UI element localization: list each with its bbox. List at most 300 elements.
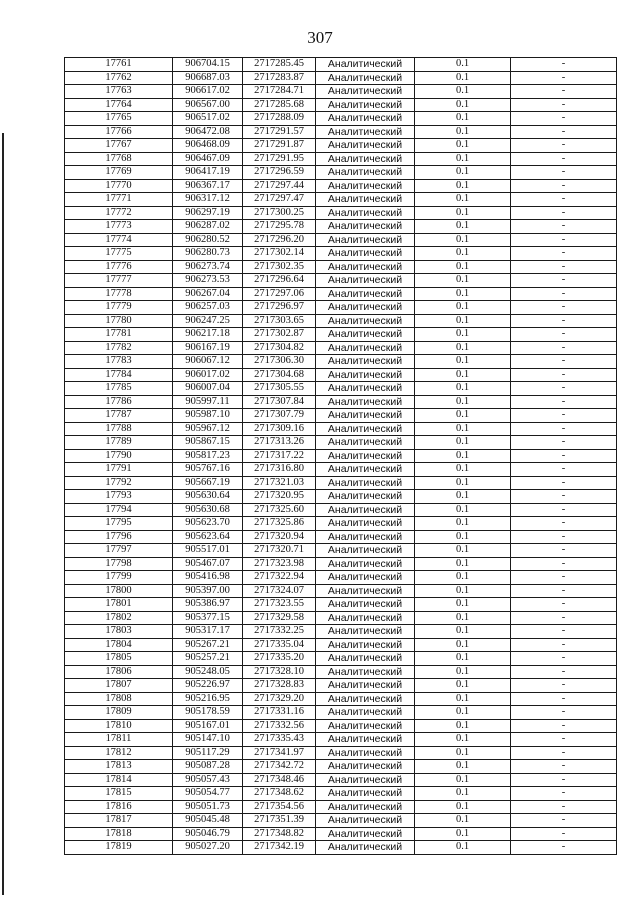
point-id-cell: 17806 — [65, 665, 173, 679]
x-coordinate-cell: 906468.09 — [173, 139, 243, 153]
accuracy-cell: 0.1 — [415, 193, 511, 207]
y-coordinate-cell: 2717317.22 — [243, 449, 316, 463]
x-coordinate-cell: 905027.20 — [173, 841, 243, 855]
accuracy-cell: 0.1 — [415, 706, 511, 720]
method-cell: Аналитический — [316, 760, 415, 774]
method-cell: Аналитический — [316, 638, 415, 652]
x-coordinate-cell: 906167.19 — [173, 341, 243, 355]
method-cell: Аналитический — [316, 247, 415, 261]
note-cell: - — [511, 530, 617, 544]
table-row — [65, 301, 617, 315]
table-row — [65, 787, 617, 801]
method-cell: Аналитический — [316, 206, 415, 220]
point-id-cell: 17771 — [65, 193, 173, 207]
y-coordinate-cell: 2717302.87 — [243, 328, 316, 342]
point-id-cell: 17776 — [65, 260, 173, 274]
y-coordinate-cell: 2717325.86 — [243, 517, 316, 531]
y-coordinate-cell: 2717329.58 — [243, 611, 316, 625]
table-row — [65, 382, 617, 396]
x-coordinate-cell: 905997.11 — [173, 395, 243, 409]
point-id-cell: 17766 — [65, 125, 173, 139]
point-id-cell: 17772 — [65, 206, 173, 220]
y-coordinate-cell: 2717305.55 — [243, 382, 316, 396]
table-row — [65, 476, 617, 490]
accuracy-cell: 0.1 — [415, 787, 511, 801]
note-cell: - — [511, 625, 617, 639]
y-coordinate-cell: 2717323.98 — [243, 557, 316, 571]
x-coordinate-cell: 906007.04 — [173, 382, 243, 396]
method-cell: Аналитический — [316, 436, 415, 450]
method-cell: Аналитический — [316, 409, 415, 423]
point-id-cell: 17816 — [65, 800, 173, 814]
x-coordinate-cell: 905051.73 — [173, 800, 243, 814]
method-cell: Аналитический — [316, 625, 415, 639]
y-coordinate-cell: 2717296.97 — [243, 301, 316, 315]
point-id-cell: 17763 — [65, 85, 173, 99]
accuracy-cell: 0.1 — [415, 112, 511, 126]
accuracy-cell: 0.1 — [415, 652, 511, 666]
note-cell: - — [511, 233, 617, 247]
accuracy-cell: 0.1 — [415, 179, 511, 193]
accuracy-cell: 0.1 — [415, 611, 511, 625]
x-coordinate-cell: 905248.05 — [173, 665, 243, 679]
note-cell: - — [511, 476, 617, 490]
accuracy-cell: 0.1 — [415, 719, 511, 733]
point-id-cell: 17809 — [65, 706, 173, 720]
note-cell: - — [511, 85, 617, 99]
point-id-cell: 17770 — [65, 179, 173, 193]
y-coordinate-cell: 2717296.64 — [243, 274, 316, 288]
table-row — [65, 773, 617, 787]
point-id-cell: 17782 — [65, 341, 173, 355]
y-coordinate-cell: 2717331.16 — [243, 706, 316, 720]
note-cell: - — [511, 638, 617, 652]
accuracy-cell: 0.1 — [415, 544, 511, 558]
point-id-cell: 17798 — [65, 557, 173, 571]
y-coordinate-cell: 2717297.44 — [243, 179, 316, 193]
method-cell: Аналитический — [316, 85, 415, 99]
x-coordinate-cell: 905226.97 — [173, 679, 243, 693]
x-coordinate-cell: 905377.15 — [173, 611, 243, 625]
point-id-cell: 17767 — [65, 139, 173, 153]
table-row — [65, 611, 617, 625]
x-coordinate-cell: 906247.25 — [173, 314, 243, 328]
note-cell: - — [511, 760, 617, 774]
method-cell: Аналитический — [316, 476, 415, 490]
y-coordinate-cell: 2717325.60 — [243, 503, 316, 517]
method-cell: Аналитический — [316, 58, 415, 72]
note-cell: - — [511, 382, 617, 396]
y-coordinate-cell: 2717306.30 — [243, 355, 316, 369]
x-coordinate-cell: 906257.03 — [173, 301, 243, 315]
table-row — [65, 287, 617, 301]
coordinates-table-wrapper — [64, 57, 611, 855]
table-row — [65, 58, 617, 72]
accuracy-cell: 0.1 — [415, 301, 511, 315]
y-coordinate-cell: 2717335.04 — [243, 638, 316, 652]
table-row — [65, 800, 617, 814]
point-id-cell: 17785 — [65, 382, 173, 396]
note-cell: - — [511, 571, 617, 585]
accuracy-cell: 0.1 — [415, 773, 511, 787]
x-coordinate-cell: 905630.68 — [173, 503, 243, 517]
method-cell: Аналитический — [316, 395, 415, 409]
method-cell: Аналитический — [316, 584, 415, 598]
method-cell: Аналитический — [316, 449, 415, 463]
accuracy-cell: 0.1 — [415, 152, 511, 166]
x-coordinate-cell: 905167.01 — [173, 719, 243, 733]
point-id-cell: 17805 — [65, 652, 173, 666]
accuracy-cell: 0.1 — [415, 760, 511, 774]
method-cell: Аналитический — [316, 773, 415, 787]
note-cell: - — [511, 314, 617, 328]
note-cell: - — [511, 814, 617, 828]
method-cell: Аналитический — [316, 490, 415, 504]
table-row — [65, 395, 617, 409]
method-cell: Аналитический — [316, 112, 415, 126]
table-row — [65, 760, 617, 774]
accuracy-cell: 0.1 — [415, 247, 511, 261]
note-cell: - — [511, 598, 617, 612]
method-cell: Аналитический — [316, 179, 415, 193]
method-cell: Аналитический — [316, 193, 415, 207]
x-coordinate-cell: 906287.02 — [173, 220, 243, 234]
point-id-cell: 17784 — [65, 368, 173, 382]
table-row — [65, 719, 617, 733]
x-coordinate-cell: 906273.53 — [173, 274, 243, 288]
method-cell: Аналитический — [316, 341, 415, 355]
accuracy-cell: 0.1 — [415, 665, 511, 679]
y-coordinate-cell: 2717328.83 — [243, 679, 316, 693]
table-row — [65, 85, 617, 99]
table-row — [65, 503, 617, 517]
table-row — [65, 220, 617, 234]
note-cell: - — [511, 719, 617, 733]
accuracy-cell: 0.1 — [415, 355, 511, 369]
point-id-cell: 17783 — [65, 355, 173, 369]
accuracy-cell: 0.1 — [415, 422, 511, 436]
x-coordinate-cell: 906280.52 — [173, 233, 243, 247]
table-row — [65, 355, 617, 369]
y-coordinate-cell: 2717324.07 — [243, 584, 316, 598]
margin-rule — [2, 133, 4, 895]
x-coordinate-cell: 905467.07 — [173, 557, 243, 571]
accuracy-cell: 0.1 — [415, 476, 511, 490]
table-row — [65, 679, 617, 693]
y-coordinate-cell: 2717313.26 — [243, 436, 316, 450]
table-row — [65, 139, 617, 153]
y-coordinate-cell: 2717307.84 — [243, 395, 316, 409]
note-cell: - — [511, 247, 617, 261]
method-cell: Аналитический — [316, 152, 415, 166]
point-id-cell: 17807 — [65, 679, 173, 693]
x-coordinate-cell: 906567.00 — [173, 98, 243, 112]
x-coordinate-cell: 905397.00 — [173, 584, 243, 598]
accuracy-cell: 0.1 — [415, 409, 511, 423]
table-row — [65, 341, 617, 355]
note-cell: - — [511, 787, 617, 801]
method-cell: Аналитический — [316, 679, 415, 693]
note-cell: - — [511, 368, 617, 382]
x-coordinate-cell: 905046.79 — [173, 827, 243, 841]
y-coordinate-cell: 2717321.03 — [243, 476, 316, 490]
x-coordinate-cell: 906217.18 — [173, 328, 243, 342]
table-row — [65, 152, 617, 166]
note-cell: - — [511, 355, 617, 369]
accuracy-cell: 0.1 — [415, 166, 511, 180]
note-cell: - — [511, 800, 617, 814]
y-coordinate-cell: 2717329.20 — [243, 692, 316, 706]
note-cell: - — [511, 125, 617, 139]
point-id-cell: 17814 — [65, 773, 173, 787]
table-row — [65, 517, 617, 531]
y-coordinate-cell: 2717284.71 — [243, 85, 316, 99]
x-coordinate-cell: 905817.23 — [173, 449, 243, 463]
table-row — [65, 706, 617, 720]
point-id-cell: 17795 — [65, 517, 173, 531]
point-id-cell: 17815 — [65, 787, 173, 801]
x-coordinate-cell: 905257.21 — [173, 652, 243, 666]
note-cell: - — [511, 274, 617, 288]
accuracy-cell: 0.1 — [415, 274, 511, 288]
x-coordinate-cell: 906517.02 — [173, 112, 243, 126]
x-coordinate-cell: 905386.97 — [173, 598, 243, 612]
table-row — [65, 598, 617, 612]
method-cell: Аналитический — [316, 368, 415, 382]
note-cell: - — [511, 584, 617, 598]
note-cell: - — [511, 652, 617, 666]
y-coordinate-cell: 2717291.95 — [243, 152, 316, 166]
page-number: 307 — [307, 28, 333, 47]
y-coordinate-cell: 2717285.45 — [243, 58, 316, 72]
point-id-cell: 17786 — [65, 395, 173, 409]
method-cell: Аналитический — [316, 98, 415, 112]
method-cell: Аналитический — [316, 301, 415, 315]
table-row — [65, 98, 617, 112]
method-cell: Аналитический — [316, 71, 415, 85]
table-row — [65, 274, 617, 288]
point-id-cell: 17819 — [65, 841, 173, 855]
method-cell: Аналитический — [316, 517, 415, 531]
x-coordinate-cell: 905987.10 — [173, 409, 243, 423]
x-coordinate-cell: 905178.59 — [173, 706, 243, 720]
point-id-cell: 17803 — [65, 625, 173, 639]
accuracy-cell: 0.1 — [415, 490, 511, 504]
x-coordinate-cell: 905416.98 — [173, 571, 243, 585]
x-coordinate-cell: 905057.43 — [173, 773, 243, 787]
table-row — [65, 449, 617, 463]
table-row — [65, 166, 617, 180]
note-cell: - — [511, 287, 617, 301]
method-cell: Аналитический — [316, 233, 415, 247]
point-id-cell: 17802 — [65, 611, 173, 625]
point-id-cell: 17792 — [65, 476, 173, 490]
table-row — [65, 179, 617, 193]
method-cell: Аналитический — [316, 314, 415, 328]
method-cell: Аналитический — [316, 665, 415, 679]
table-row — [65, 584, 617, 598]
method-cell: Аналитический — [316, 544, 415, 558]
note-cell: - — [511, 611, 617, 625]
accuracy-cell: 0.1 — [415, 139, 511, 153]
point-id-cell: 17787 — [65, 409, 173, 423]
table-row — [65, 652, 617, 666]
y-coordinate-cell: 2717309.16 — [243, 422, 316, 436]
point-id-cell: 17761 — [65, 58, 173, 72]
accuracy-cell: 0.1 — [415, 220, 511, 234]
table-row — [65, 247, 617, 261]
note-cell: - — [511, 503, 617, 517]
y-coordinate-cell: 2717304.82 — [243, 341, 316, 355]
note-cell: - — [511, 827, 617, 841]
note-cell: - — [511, 422, 617, 436]
table-row — [65, 530, 617, 544]
note-cell: - — [511, 98, 617, 112]
note-cell: - — [511, 152, 617, 166]
point-id-cell: 17811 — [65, 733, 173, 747]
note-cell: - — [511, 746, 617, 760]
method-cell: Аналитический — [316, 355, 415, 369]
y-coordinate-cell: 2717323.55 — [243, 598, 316, 612]
y-coordinate-cell: 2717285.68 — [243, 98, 316, 112]
method-cell: Аналитический — [316, 328, 415, 342]
table-row — [65, 206, 617, 220]
x-coordinate-cell: 906280.73 — [173, 247, 243, 261]
method-cell: Аналитический — [316, 274, 415, 288]
method-cell: Аналитический — [316, 125, 415, 139]
x-coordinate-cell: 906472.08 — [173, 125, 243, 139]
method-cell: Аналитический — [316, 260, 415, 274]
x-coordinate-cell: 905317.17 — [173, 625, 243, 639]
accuracy-cell: 0.1 — [415, 436, 511, 450]
note-cell: - — [511, 692, 617, 706]
y-coordinate-cell: 2717297.47 — [243, 193, 316, 207]
table-row — [65, 571, 617, 585]
point-id-cell: 17797 — [65, 544, 173, 558]
x-coordinate-cell: 906067.12 — [173, 355, 243, 369]
y-coordinate-cell: 2717283.87 — [243, 71, 316, 85]
y-coordinate-cell: 2717332.56 — [243, 719, 316, 733]
table-row — [65, 409, 617, 423]
point-id-cell: 17774 — [65, 233, 173, 247]
note-cell: - — [511, 71, 617, 85]
point-id-cell: 17804 — [65, 638, 173, 652]
method-cell: Аналитический — [316, 800, 415, 814]
table-row — [65, 557, 617, 571]
x-coordinate-cell: 906017.02 — [173, 368, 243, 382]
accuracy-cell: 0.1 — [415, 841, 511, 855]
point-id-cell: 17780 — [65, 314, 173, 328]
y-coordinate-cell: 2717328.10 — [243, 665, 316, 679]
x-coordinate-cell: 905054.77 — [173, 787, 243, 801]
method-cell: Аналитический — [316, 814, 415, 828]
table-row — [65, 125, 617, 139]
method-cell: Аналитический — [316, 652, 415, 666]
x-coordinate-cell: 906273.74 — [173, 260, 243, 274]
table-row — [65, 314, 617, 328]
note-cell: - — [511, 463, 617, 477]
accuracy-cell: 0.1 — [415, 58, 511, 72]
x-coordinate-cell: 905967.12 — [173, 422, 243, 436]
note-cell: - — [511, 773, 617, 787]
point-id-cell: 17773 — [65, 220, 173, 234]
point-id-cell: 17796 — [65, 530, 173, 544]
y-coordinate-cell: 2717342.72 — [243, 760, 316, 774]
accuracy-cell: 0.1 — [415, 71, 511, 85]
point-id-cell: 17791 — [65, 463, 173, 477]
note-cell: - — [511, 490, 617, 504]
y-coordinate-cell: 2717322.94 — [243, 571, 316, 585]
note-cell: - — [511, 328, 617, 342]
x-coordinate-cell: 906367.17 — [173, 179, 243, 193]
x-coordinate-cell: 906297.19 — [173, 206, 243, 220]
x-coordinate-cell: 906267.04 — [173, 287, 243, 301]
method-cell: Аналитический — [316, 827, 415, 841]
x-coordinate-cell: 905087.28 — [173, 760, 243, 774]
accuracy-cell: 0.1 — [415, 571, 511, 585]
method-cell: Аналитический — [316, 557, 415, 571]
accuracy-cell: 0.1 — [415, 206, 511, 220]
x-coordinate-cell: 905667.19 — [173, 476, 243, 490]
point-id-cell: 17777 — [65, 274, 173, 288]
accuracy-cell: 0.1 — [415, 557, 511, 571]
x-coordinate-cell: 906617.02 — [173, 85, 243, 99]
accuracy-cell: 0.1 — [415, 287, 511, 301]
y-coordinate-cell: 2717302.35 — [243, 260, 316, 274]
accuracy-cell: 0.1 — [415, 395, 511, 409]
note-cell: - — [511, 665, 617, 679]
note-cell: - — [511, 449, 617, 463]
point-id-cell: 17812 — [65, 746, 173, 760]
method-cell: Аналитический — [316, 422, 415, 436]
table-row — [65, 490, 617, 504]
note-cell: - — [511, 544, 617, 558]
point-id-cell: 17778 — [65, 287, 173, 301]
note-cell: - — [511, 260, 617, 274]
accuracy-cell: 0.1 — [415, 746, 511, 760]
method-cell: Аналитический — [316, 611, 415, 625]
point-id-cell: 17789 — [65, 436, 173, 450]
point-id-cell: 17813 — [65, 760, 173, 774]
point-id-cell: 17817 — [65, 814, 173, 828]
x-coordinate-cell: 905767.16 — [173, 463, 243, 477]
table-row — [65, 328, 617, 342]
y-coordinate-cell: 2717320.95 — [243, 490, 316, 504]
accuracy-cell: 0.1 — [415, 314, 511, 328]
table-row — [65, 692, 617, 706]
method-cell: Аналитический — [316, 463, 415, 477]
accuracy-cell: 0.1 — [415, 98, 511, 112]
method-cell: Аналитический — [316, 139, 415, 153]
note-cell: - — [511, 179, 617, 193]
note-cell: - — [511, 517, 617, 531]
note-cell: - — [511, 733, 617, 747]
x-coordinate-cell: 906317.12 — [173, 193, 243, 207]
accuracy-cell: 0.1 — [415, 517, 511, 531]
accuracy-cell: 0.1 — [415, 584, 511, 598]
y-coordinate-cell: 2717342.19 — [243, 841, 316, 855]
y-coordinate-cell: 2717291.87 — [243, 139, 316, 153]
accuracy-cell: 0.1 — [415, 328, 511, 342]
table-row — [65, 814, 617, 828]
method-cell: Аналитический — [316, 530, 415, 544]
accuracy-cell: 0.1 — [415, 233, 511, 247]
y-coordinate-cell: 2717348.62 — [243, 787, 316, 801]
y-coordinate-cell: 2717351.39 — [243, 814, 316, 828]
method-cell: Аналитический — [316, 719, 415, 733]
accuracy-cell: 0.1 — [415, 503, 511, 517]
table-row — [65, 746, 617, 760]
